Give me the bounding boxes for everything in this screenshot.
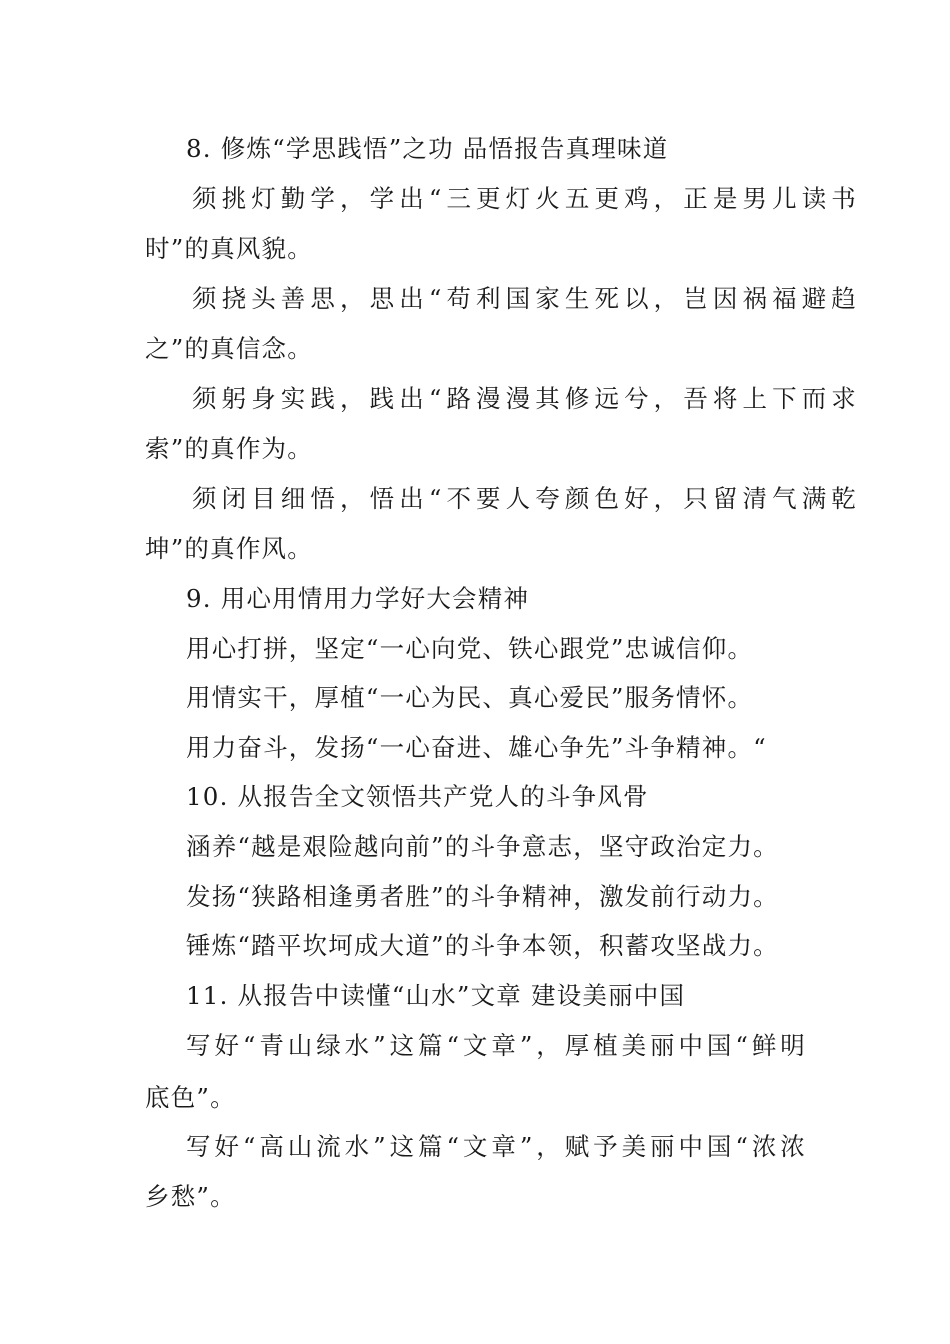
- paragraph-line: 须闭目细悟，悟出“不要人夸颜色好，只留清气满乾: [192, 484, 857, 513]
- paragraph-line: 底色”。: [145, 1083, 236, 1112]
- heading-9: 9. 用心用情用力学好大会精神: [186, 584, 530, 613]
- paragraph-line: 须躬身实践，践出“路漫漫其修远兮，吾将上下而求: [192, 384, 857, 413]
- paragraph-line: 须挠头善思，思出“苟利国家生死以，岂因祸福避趋: [192, 284, 857, 313]
- paragraph-line: 时”的真风貌。: [145, 234, 313, 263]
- paragraph-line: 写好“青山绿水”这篇“文章”，厚植美丽中国“鲜明: [186, 1031, 806, 1060]
- paragraph-line: 锤炼“踏平坎坷成大道”的斗争本领，积蓄攻坚战力。: [186, 931, 779, 960]
- paragraph-line: 用情实干，厚植“一心为民、真心爱民”服务情怀。: [186, 683, 754, 712]
- paragraph-line: 用心打拼，坚定“一心向党、铁心跟党”忠诚信仰。: [186, 634, 754, 663]
- paragraph-line: 须挑灯勤学，学出“三更灯火五更鸡，正是男儿读书: [192, 184, 857, 213]
- paragraph-line: 写好“高山流水”这篇“文章”，赋予美丽中国“浓浓: [186, 1132, 806, 1161]
- paragraph-line: 涵养“越是艰险越向前”的斗争意志，坚守政治定力。: [186, 832, 779, 861]
- paragraph-line: 用力奋斗，发扬“一心奋进、雄心争先”斗争精神。“: [186, 733, 767, 762]
- paragraph-line: 之”的真信念。: [145, 334, 313, 363]
- heading-11: 11. 从报告中读懂“山水”文章 建设美丽中国: [186, 981, 686, 1010]
- heading-8: 8. 修炼“学思践悟”之功 品悟报告真理味道: [186, 134, 669, 163]
- paragraph-line: 索”的真作为。: [145, 434, 313, 463]
- heading-10: 10. 从报告全文领悟共产党人的斗争风骨: [186, 782, 649, 811]
- paragraph-line: 坤”的真作风。: [145, 534, 313, 563]
- paragraph-line: 发扬“狭路相逢勇者胜”的斗争精神，激发前行动力。: [186, 882, 779, 911]
- paragraph-line: 乡愁”。: [145, 1182, 236, 1211]
